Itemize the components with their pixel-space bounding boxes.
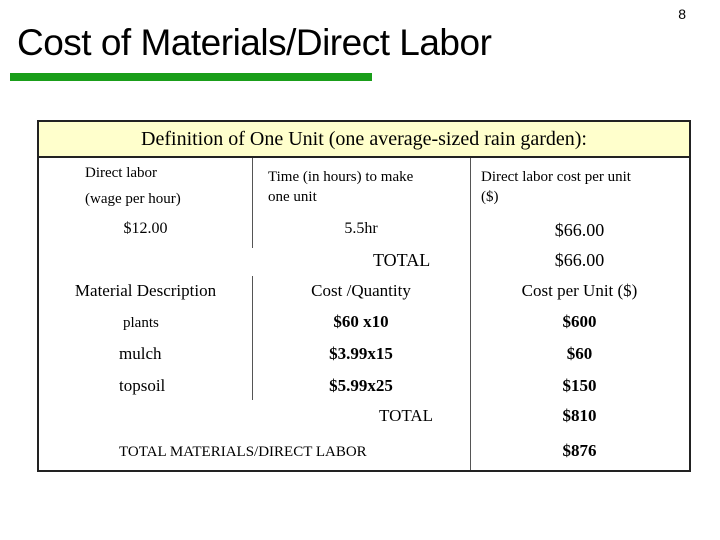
table-header: Definition of One Unit (one average-sized rain garden): <box>39 122 689 158</box>
materials-total-label: TOTAL <box>379 406 434 425</box>
material-cost-per-unit: $60 <box>566 344 593 363</box>
page-number: 8 <box>678 6 686 22</box>
material-name: plants <box>123 315 159 331</box>
material-cost-quantity: $5.99x25 <box>329 376 393 395</box>
material-name: mulch <box>119 344 162 363</box>
materials-header-description: Material Description <box>74 281 217 300</box>
labor-wage-header-line2: (wage per hour) <box>85 191 181 207</box>
material-cost-per-unit: $150 <box>562 376 597 395</box>
cost-table <box>37 120 691 472</box>
labor-cost-header-line2: ($) <box>481 189 499 205</box>
labor-total-value: $66.00 <box>554 250 605 270</box>
materials-total-value: $810 <box>562 406 597 425</box>
labor-time-header-line2: one unit <box>268 189 317 205</box>
grand-total-label: TOTAL MATERIALS/DIRECT LABOR <box>119 444 367 460</box>
labor-cost-value: $66.00 <box>554 220 605 240</box>
grand-total-value: $876 <box>562 441 597 460</box>
labor-cost-header-line1: Direct labor cost per unit <box>481 169 631 185</box>
table-grid <box>39 158 689 470</box>
material-cost-quantity: $3.99x15 <box>329 344 393 363</box>
material-cost-per-unit: $600 <box>562 312 597 331</box>
labor-time-value: 5.5hr <box>344 220 378 237</box>
slide-title: Cost of Materials/Direct Labor <box>17 22 492 63</box>
materials-header-cost-quantity: Cost /Quantity <box>311 281 411 300</box>
labor-wage-value: $12.00 <box>123 220 168 237</box>
labor-wage-header-line1: Direct labor <box>85 165 158 181</box>
title-underline <box>10 73 372 81</box>
material-name: topsoil <box>119 376 166 395</box>
material-cost-quantity: $60 x10 <box>333 312 389 331</box>
labor-total-label: TOTAL <box>373 250 431 270</box>
materials-header-cost-per-unit: Cost per Unit ($) <box>521 281 638 300</box>
labor-time-header-line1: Time (in hours) to make <box>268 169 414 185</box>
